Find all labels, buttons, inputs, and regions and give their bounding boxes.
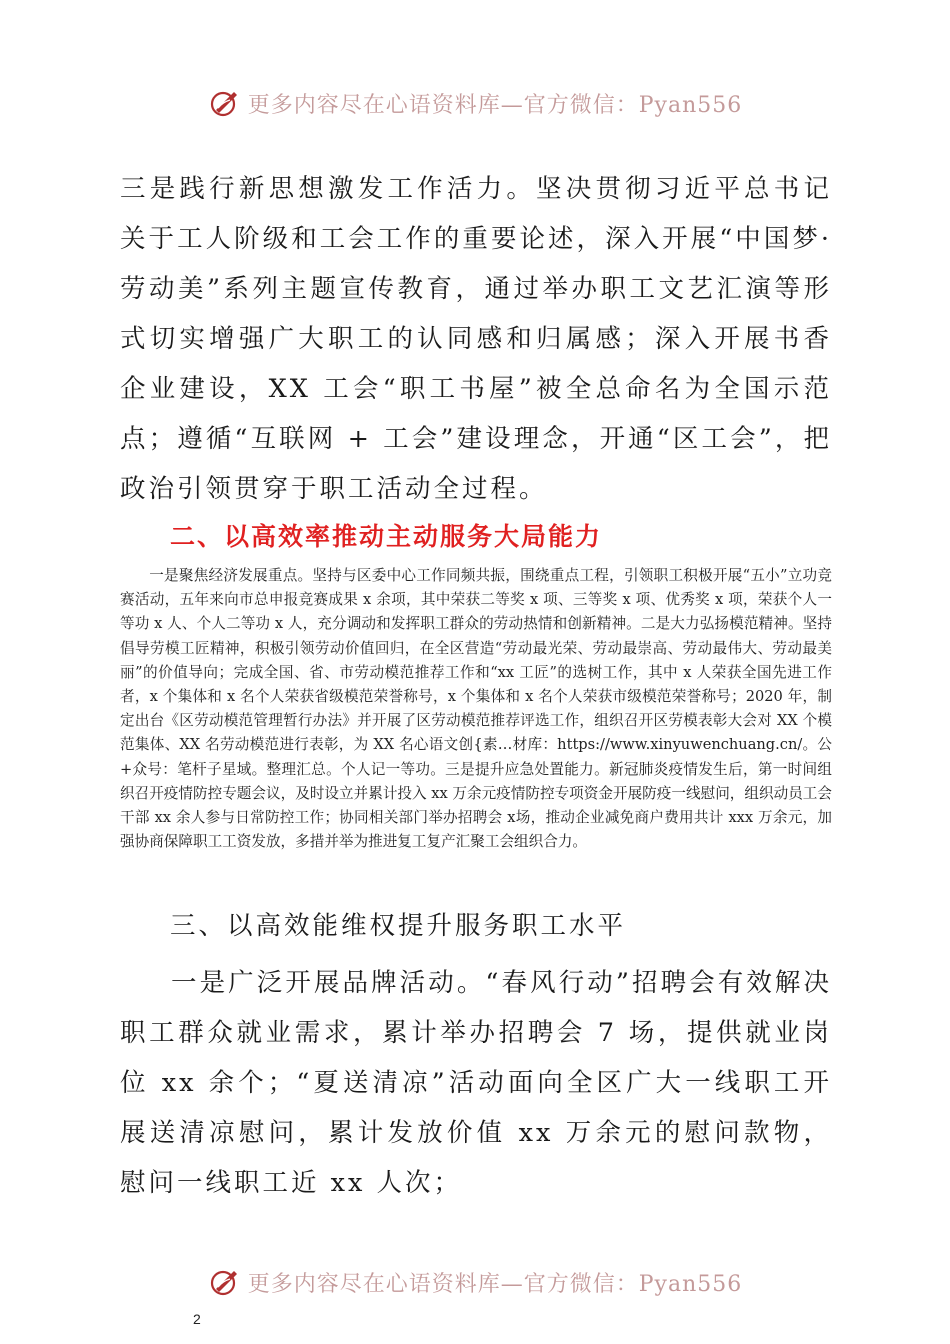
page-number: 2 — [193, 1311, 201, 1327]
watermark-header — [0, 83, 950, 123]
paragraph-top: 三是践行新思想激发工作活力。坚决贯彻习近平总书记关于工人阶级和工会工作的重要论述，深入开展“中国梦·劳动美”系列主题宣传教育，通过举办职工文艺汇演等形式切实增强广大职工的认同感和归属感；深入开展书香企业建设，XX 工会“职工书屋”被全总命名为全国示范点；遵循“互联网 + 工会”建设理念，开通“区工会”，把政治引领贯穿于职工活动全过程。 — [120, 174, 832, 504]
paragraph-bottom: 一是广泛开展品牌活动。“春风行动”招聘会有效解决职工群众就业需求，累计举办招聘会 7 场，提供就业岗位 xx 余个；“夏送清凉”活动面向全区广大一线职工开展送清凉慰问，累计发放价值 xx 万余元的慰问款物，慰问一线职工近 xx 人次； — [120, 968, 832, 1198]
watermark-text: 更多内容尽在心语资料库—官方微信：Pyan556 — [247, 92, 743, 118]
section-heading-2: 二、以高效率推动主动服务大局能力 — [170, 522, 603, 551]
paragraph-small: 一是聚焦经济发展重点。坚持与区委中心工作同频共振，围绕重点工程，引领职工积极开展“五小”立功竞赛活动，五年来向市总申报竞赛成果 x 余项，其中荣获二等奖 x 项、三等奖 x 项、优秀奖 x 项，荣获个人一等功 x 人、个人二等功 x 人，充分调动和发挥职工群众的劳动热情和创新精神。二是大力弘扬模范精神。坚持倡导劳模工匠精神，积极引领劳动价值回归，在全区营造“劳动最光荣、劳动最崇高、劳动最伟大、劳动最美丽”的价值导向；完成全国、省、市劳动模范推荐工作和“xx 工匠”的选树工作，其中 x 人荣获全国先进工作者，x 个集体和 x 名个人荣获省级模范荣誉称号，x 个集体和 x 名个人荣获市级模范荣誉称号；2020 年，制定出台《区劳动模范管理暂行办法》并开展了区劳动模范推荐评选工作，组织召开区劳模表彰大会对 XX 个模范集体、XX 名劳动模范进行表彰，为 XX 名心语文创{素…材库：https://www.xinyuwenchuang.cn/。公+众号：笔杆子星域。整理汇总。个人记一等功。三是提升应急处置能力。新冠肺炎疫情发生后，第一时间组织召开疫情防控专题会议，及时设立并累计投入 xx 万余元疫情防控专项资金开展防疫一线慰问，组织动员工会干部 xx 余人参与日常防控工作；协同相关部门举办招聘会 x场，推动企业减免商户费用共计 xxx 万余元，加强协商保障职工工资发放，多措并举为推进复工复产汇聚工会组织合力。 — [120, 567, 832, 851]
watermark-text: 更多内容尽在心语资料库—官方微信：Pyan556 — [247, 1271, 743, 1297]
pen-logo-icon — [208, 86, 242, 120]
watermark-footer — [0, 1262, 950, 1302]
pen-logo-icon — [208, 1265, 242, 1299]
section-heading-3: 三、以高效能维权提升服务职工水平 — [170, 911, 627, 941]
